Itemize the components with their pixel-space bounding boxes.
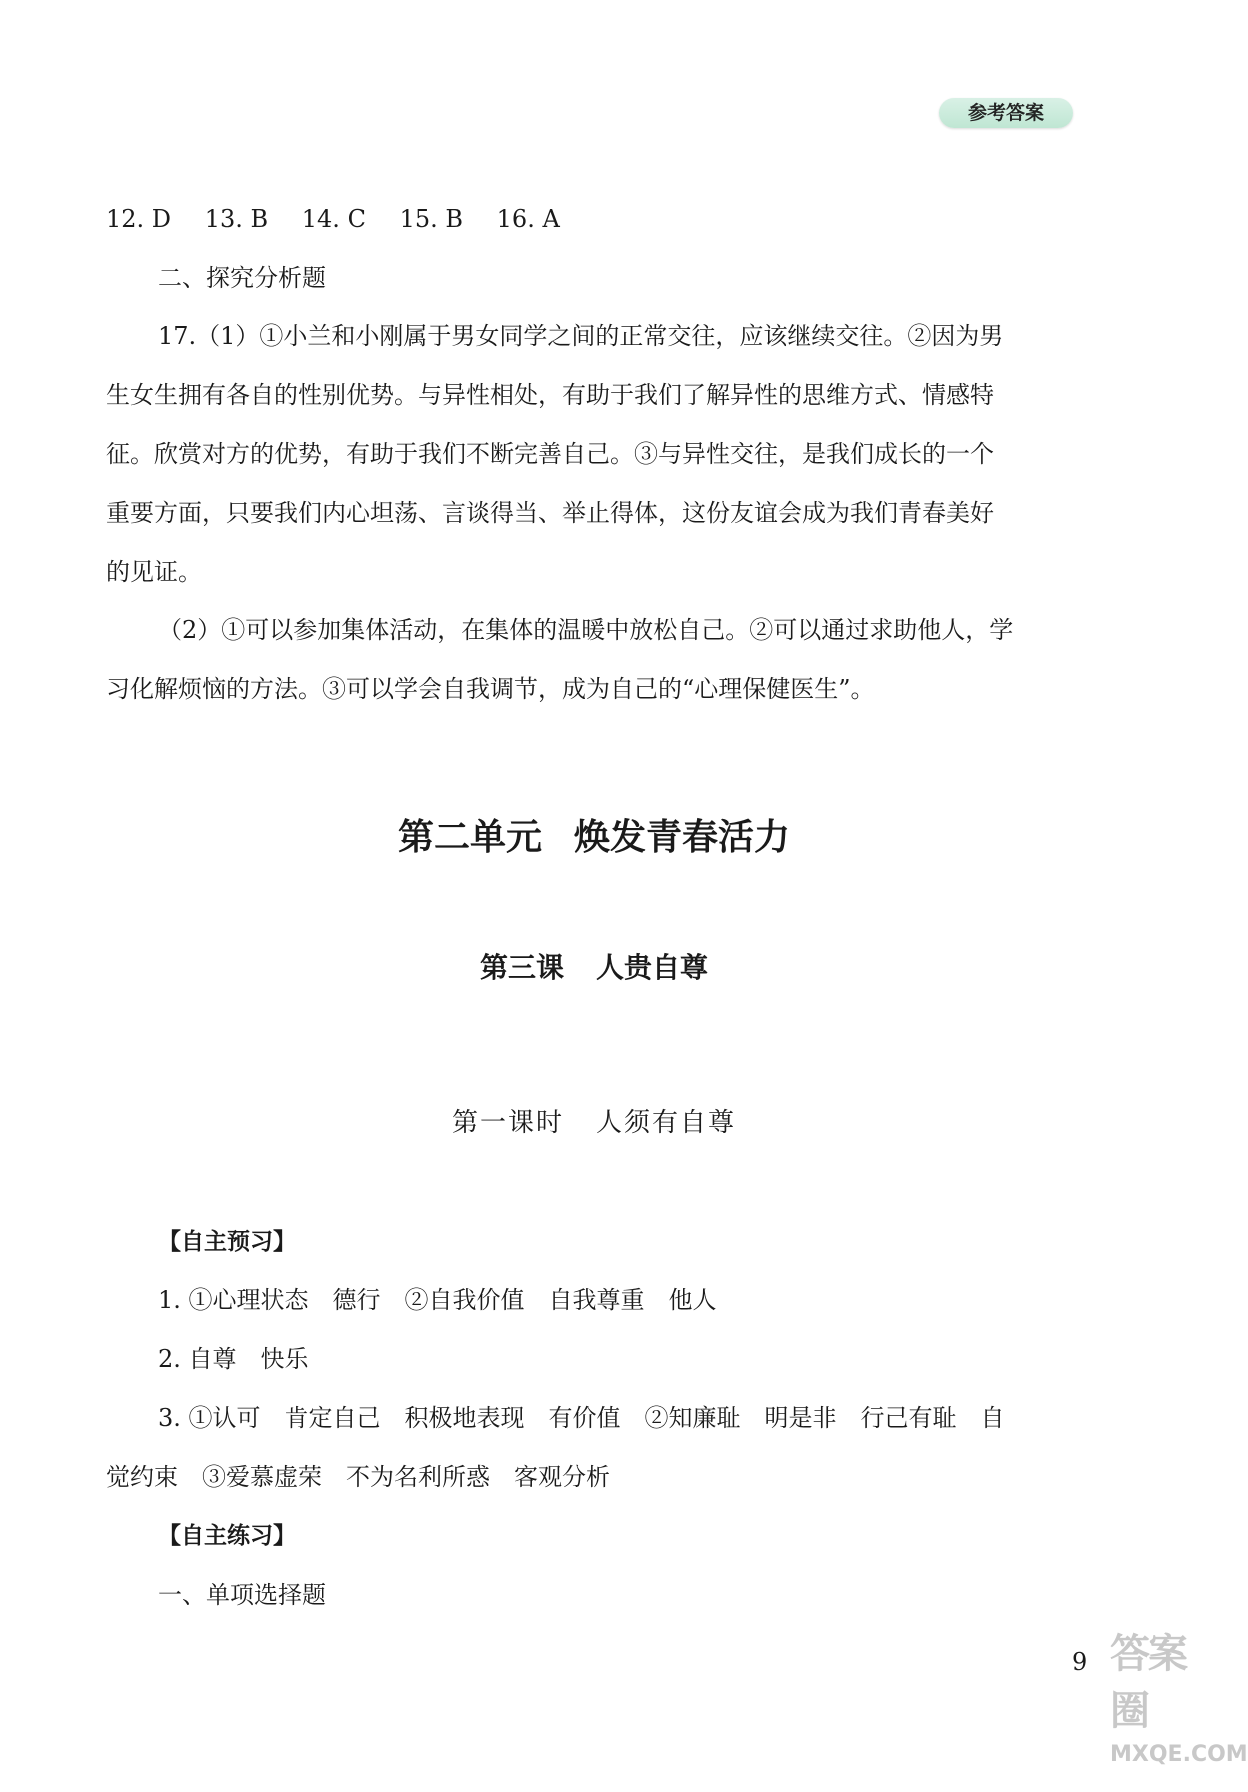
text-line: 生女生拥有各自的性别优势。与异性相处，有助于我们了解异性的思维方式、情感特 <box>106 381 994 409</box>
q17-part2 <box>106 601 1082 719</box>
answer-item: 13. B <box>204 205 269 233</box>
lesson-number: 第三课 <box>479 951 564 984</box>
section-practice-heading: 【自主练习】 <box>158 1523 296 1549</box>
lesson-name: 人贵自尊 <box>596 951 709 984</box>
watermark-text: 答案圈 <box>1110 1631 1186 1734</box>
preview-item-1: 1. ①心理状态 德行 ②自我价值 自我尊重 他人 <box>158 1286 717 1314</box>
answer-item: 12. D <box>106 205 172 233</box>
text-line: 重要方面，只要我们内心坦荡、言谈得当、举止得体，这份友谊会成为我们青春美好 <box>106 499 994 527</box>
watermark-url: MXQE.COM <box>1110 1742 1248 1767</box>
text-line: （2）①可以参加集体活动，在集体的温暖中放松自己。②可以通过求助他人，学 <box>158 616 1014 644</box>
period-number: 第一课时 <box>451 1108 564 1138</box>
unit-number: 第二单元 <box>397 817 542 858</box>
section-heading-inquiry: 二、探究分析题 <box>158 264 326 292</box>
text-line: 的见证。 <box>106 558 202 586</box>
unit-name: 焕发青春活力 <box>574 817 791 858</box>
preview-item-3-cont: 觉约束 ③爱慕虚荣 不为名利所惑 客观分析 <box>106 1463 610 1491</box>
text-line: 17.（1）①小兰和小刚属于男女同学之间的正常交往，应该继续交往。②因为男 <box>158 322 1004 350</box>
unit-title <box>106 816 1082 860</box>
choice-answers-row <box>106 204 1082 234</box>
section-preview-heading: 【自主预习】 <box>158 1229 296 1255</box>
text-line: 征。欣赏对方的优势，有助于我们不断完善自己。③与异性交往，是我们成长的一个 <box>106 440 994 468</box>
page-number: 9 <box>1072 1648 1088 1676</box>
preview-item-2: 2. 自尊 快乐 <box>158 1345 309 1373</box>
q17-part1 <box>106 307 1082 602</box>
lesson-title <box>106 950 1082 986</box>
period-title <box>106 1106 1082 1140</box>
section-single-choice: 一、单项选择题 <box>158 1581 326 1609</box>
text-line: 习化解烦恼的方法。③可以学会自我调节，成为自己的“心理保健医生”。 <box>106 675 875 703</box>
answer-item: 16. A <box>496 205 560 233</box>
preview-item-3: 3. ①认可 肯定自己 积极地表现 有价值 ②知廉耻 明是非 行己有耻 自 <box>158 1404 1005 1432</box>
answer-key-badge: 参考答案 <box>939 98 1073 128</box>
answer-item: 14. C <box>301 205 366 233</box>
watermark-logo <box>1108 1618 1248 1788</box>
period-name: 人须有自尊 <box>596 1108 737 1138</box>
answer-item: 15. B <box>399 205 464 233</box>
